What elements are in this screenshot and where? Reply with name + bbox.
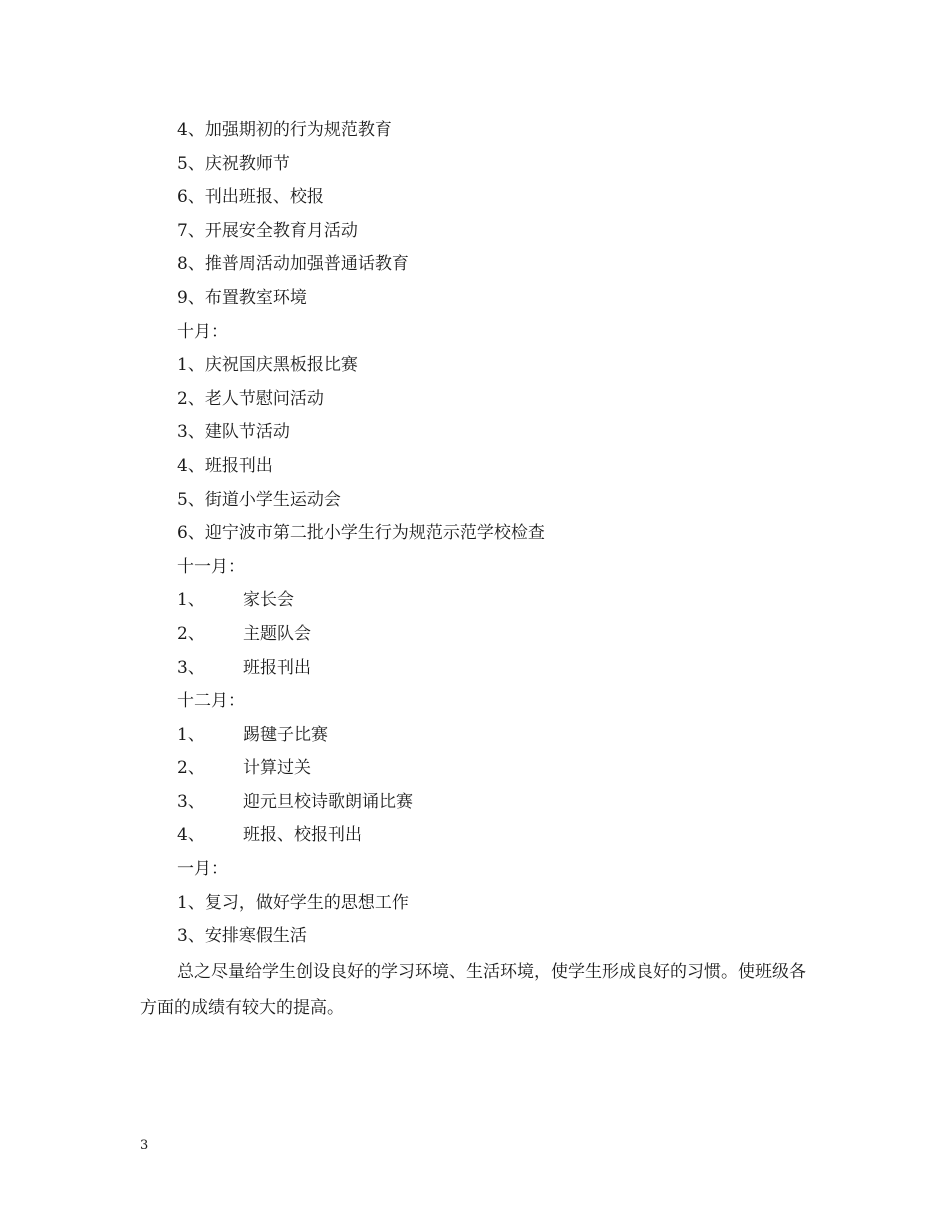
list-item: 3、安排寒假生活 — [177, 926, 307, 947]
list-item: 4、班报刊出 — [177, 455, 273, 476]
summary-paragraph: 总之尽量给学生创设良好的学习环境、生活环境，使学生形成良好的习惯。使班级各方面的成绩有较大的提高。 — [140, 961, 806, 1018]
list-item: 6、迎宁波市第二批小学生行为规范示范学校检查 — [177, 523, 545, 544]
list-item: 5、街道小学生运动会 — [177, 489, 341, 510]
list-item: 8、推普周活动加强普通话教育 — [177, 254, 409, 275]
list-item-text: 迎元旦校诗歌朗诵比赛 — [243, 791, 413, 812]
list-item: 4、加强期初的行为规范教育 — [177, 120, 392, 140]
list-item: 1、庆祝国庆黑板报比赛 — [177, 355, 358, 376]
list-item — [140, 786, 820, 820]
section-heading-january: 一月： — [177, 859, 228, 880]
list-item — [140, 584, 820, 618]
section-heading-december: 十二月： — [177, 691, 245, 712]
list-item: 5、庆祝教师节 — [177, 153, 290, 174]
list-item: 2、老人节慰问活动 — [177, 388, 324, 409]
list-item — [140, 652, 820, 686]
list-item-number: 3、 — [177, 657, 205, 678]
document-body — [140, 114, 820, 1026]
list-item: 3、建队节活动 — [177, 422, 290, 443]
section-heading-october: 十月： — [177, 321, 228, 342]
list-item — [140, 719, 820, 753]
list-item — [140, 752, 820, 786]
list-item-text: 主题队会 — [243, 623, 311, 644]
list-item-number: 2、 — [177, 623, 205, 644]
section-heading-november: 十一月： — [177, 556, 245, 577]
list-item-number: 1、 — [177, 724, 205, 745]
list-item-number: 4、 — [177, 825, 205, 846]
list-item: 7、开展安全教育月活动 — [177, 220, 358, 241]
list-item — [140, 618, 820, 652]
list-item-number: 2、 — [177, 758, 205, 779]
page-number: 3 — [140, 1138, 149, 1153]
list-item: 6、刊出班报、校报 — [177, 187, 324, 208]
list-item-number: 1、 — [177, 590, 205, 611]
list-item-text: 家长会 — [243, 590, 294, 611]
list-item-text: 踢毽子比赛 — [243, 724, 328, 745]
list-item-text: 班报、校报刊出 — [243, 825, 362, 846]
list-item-text: 班报刊出 — [243, 657, 311, 678]
list-item-text: 计算过关 — [243, 758, 311, 779]
list-item — [140, 819, 820, 853]
list-item-number: 3、 — [177, 791, 205, 812]
list-item: 1、复习，做好学生的思想工作 — [177, 892, 409, 913]
list-item: 9、布置教室环境 — [177, 287, 307, 308]
